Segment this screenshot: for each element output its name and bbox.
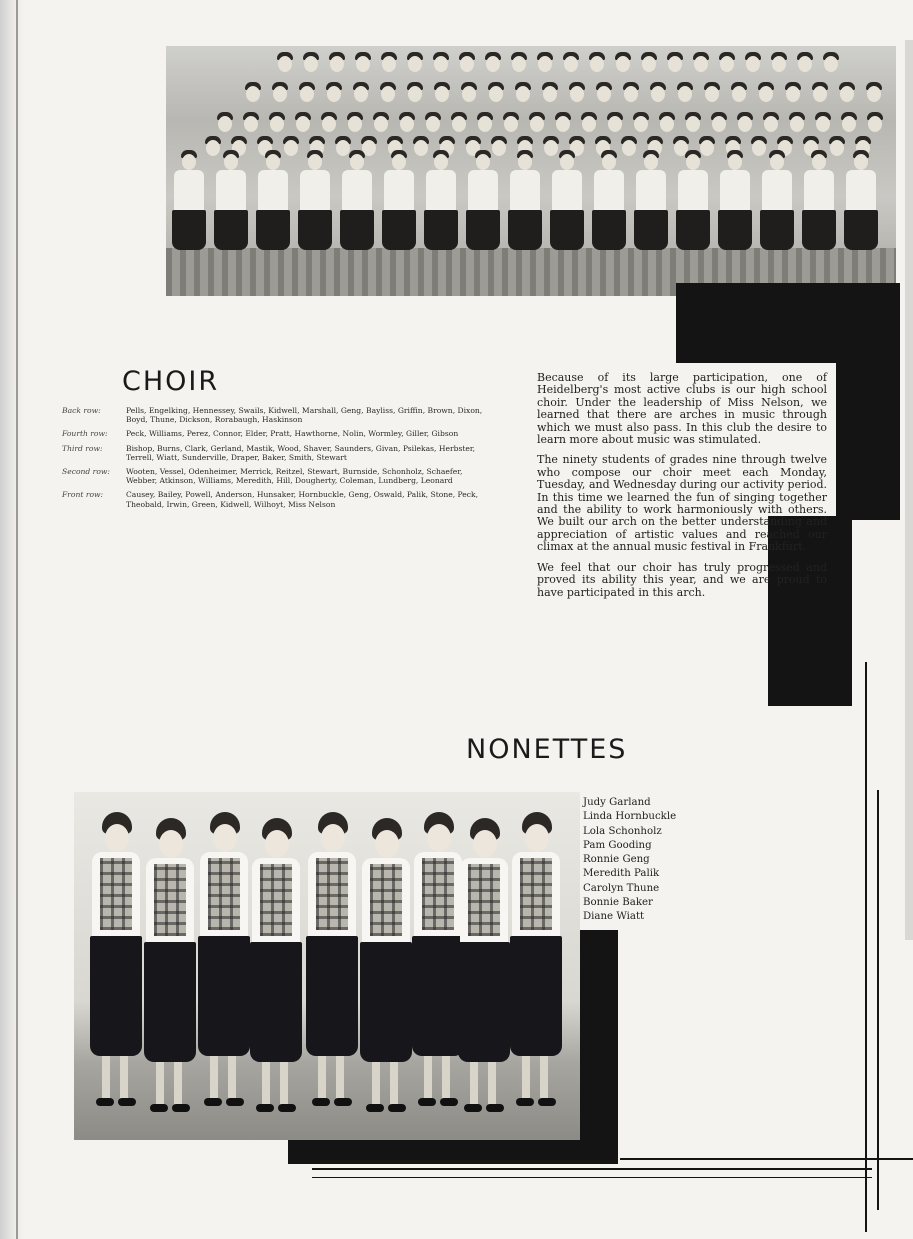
choir-member-face [759,86,773,102]
nonette-member-figure [506,812,562,1112]
choir-member-face [812,154,826,170]
choir-member-face [590,56,604,72]
figure-leg [102,1056,110,1100]
choir-member-face [330,56,344,72]
choir-member-face [408,56,422,72]
figure-shoe [172,1104,190,1112]
decorative-horizontal-rule [312,1177,872,1178]
choir-member-face [336,140,350,156]
choir-member-face [414,140,428,156]
choir-member-face [348,116,362,132]
figure-shoe [464,1104,482,1112]
figure-leg [442,1056,450,1100]
choir-member-face [492,140,506,156]
member-name: Diane Wiatt [583,911,645,923]
choir-member-face [642,56,656,72]
figure-leg [372,1062,380,1106]
choir-member-blouse [300,170,330,212]
choir-paragraph: The ninety students of grades nine through twelve who compose our choir meet each Monday, Tuesday, and Wednesday during our activity period. In this time we learned the fun of singing together and the ability to work harmoniously with others. We built our arch on the better understanding and appreciation of artistic values and reached our climax at the annual music festival in Frankfurt. [537,453,827,554]
member-name: Lola Schonholz [583,825,662,837]
choir-group-photo [166,46,896,296]
figure-face [159,830,183,858]
choir-member-face [182,154,196,170]
figure-skirt [144,942,196,1062]
choir-member-face [668,56,682,72]
choir-member-skirt [424,210,458,250]
figure-shoe [204,1098,222,1106]
choir-member-face [686,154,700,170]
nonettes-heading: NONETTES [466,734,628,765]
figure-shoe [226,1098,244,1106]
choir-description [537,372,827,607]
choir-member-face [634,116,648,132]
decorative-vertical-rule [865,662,867,1232]
choir-member-face [786,86,800,102]
choir-member-blouse [468,170,498,212]
choir-member-blouse [552,170,582,212]
nonette-member-figure [356,818,412,1118]
nonette-member-figure [454,818,510,1118]
choir-member-face [624,86,638,102]
page-binding-shadow [0,0,24,1239]
roster-row-label: Back row: [62,406,101,415]
choir-member-face [746,56,760,72]
decorative-horizontal-rule [620,1158,913,1160]
choir-member-face [816,116,830,132]
choir-member-face [516,86,530,102]
choir-member-face [798,56,812,72]
choir-member-blouse [804,170,834,212]
choir-member-face [651,86,665,102]
choir-member-face [382,56,396,72]
choir-member-face [266,154,280,170]
roster-row-names: Peck, Williams, Perez, Connor, Elder, Pratt, Hawthorne, Nolin, Wormley, Giller, Gibson [126,429,459,439]
figure-leg [228,1056,236,1100]
figure-skirt [90,936,142,1056]
choir-member-face [720,56,734,72]
choir-member-face [543,86,557,102]
choir-member-skirt [592,210,626,250]
choir-member-skirt [676,210,710,250]
choir-member-blouse [384,170,414,212]
figure-skirt [510,936,562,1056]
choir-member-skirt [802,210,836,250]
choir-member-skirt [466,210,500,250]
choir-member-blouse [720,170,750,212]
choir-member-face [327,86,341,102]
roster-row-fourth [62,429,492,438]
figure-plaid-vest [208,858,240,930]
roster-row-front [62,490,492,508]
figure-shoe [312,1098,330,1106]
figure-plaid-vest [260,864,292,936]
figure-plaid-vest [154,864,186,936]
choir-member-face [486,56,500,72]
member-name: Carolyn Thune [583,882,660,894]
figure-skirt [306,936,358,1056]
choir-member-blouse [846,170,876,212]
choir-member-face [512,56,526,72]
choir-member-face [867,86,881,102]
member-name: Bonnie Baker [583,897,653,909]
figure-leg [280,1062,288,1106]
choir-member-skirt [760,210,794,250]
choir-member-skirt [256,210,290,250]
choir-member-face [752,140,766,156]
nonettes-group-photo [74,792,580,1140]
choir-member-face [660,116,674,132]
member-name: Meredith Palik [583,868,660,880]
figure-face [473,830,497,858]
choir-member-blouse [762,170,792,212]
roster-row-names: Causey, Bailey, Powell, Anderson, Hunsaker, Hornbuckle, Geng, Oswald, Palik, Stone, Peck, Theobald, Irwin, Green, Kidwell, Wilhoyt, Miss Nelson [126,490,479,509]
figure-plaid-vest [100,858,132,930]
choir-member-face [602,154,616,170]
choir-member-blouse [426,170,456,212]
member-name: Ronnie Geng [583,854,650,866]
choir-member-face [224,154,238,170]
figure-face [105,824,129,852]
choir-member-blouse [594,170,624,212]
figure-leg [262,1062,270,1106]
choir-member-skirt [550,210,584,250]
choir-member-face [356,56,370,72]
choir-member-blouse [174,170,204,212]
figure-leg [156,1062,164,1106]
figure-face [265,830,289,858]
choir-member-face [705,86,719,102]
choir-paragraph: We feel that our choir has truly progressed and proved its ability this year, and we are proud to have participated in this arch. [537,560,827,599]
choir-member-face [597,86,611,102]
choir-member-face [426,116,440,132]
choir-member-skirt [214,210,248,250]
figure-plaid-vest [370,864,402,936]
choir-member-face [308,154,322,170]
figure-shoe [538,1098,556,1106]
choir-member-face [644,154,658,170]
nonette-member-figure [246,818,302,1118]
roster-row-names: Pells, Engelking, Hennessey, Swails, Kidwell, Marshall, Geng, Bayliss, Griffin, Brown, Dixon, Boyd, Thune, Dickson, Rorabaugh, Haskinson [126,406,483,425]
figure-leg [488,1062,496,1106]
choir-member-face [560,154,574,170]
choir-member-face [350,154,364,170]
choir-member-face [868,116,882,132]
decorative-black-block [676,283,900,363]
nonette-member-figure [194,812,250,1112]
choir-member-face [830,140,844,156]
choir-member-skirt [718,210,752,250]
figure-shoe [150,1104,168,1112]
figure-shoe [418,1098,436,1106]
figure-shoe [118,1098,136,1106]
choir-member-face [284,140,298,156]
choir-member-face [824,56,838,72]
choir-member-face [622,140,636,156]
figure-shoe [486,1104,504,1112]
choir-member-face [570,86,584,102]
figure-face [525,824,549,852]
choir-member-blouse [342,170,372,212]
figure-leg [120,1056,128,1100]
choir-member-face [278,56,292,72]
roster-row-label: Front row: [62,490,104,500]
choir-member-face [381,86,395,102]
figure-face [375,830,399,858]
choir-member-blouse [258,170,288,212]
choir-member-face [712,116,726,132]
choir-member-face [296,116,310,132]
choir-member-face [694,56,708,72]
figure-leg [470,1062,478,1106]
choir-member-face [564,56,578,72]
choir-member-face [842,116,856,132]
figure-plaid-vest [468,864,500,936]
choir-member-face [434,56,448,72]
figure-plaid-vest [422,858,454,930]
roster-row-names: Wooten, Vessel, Odenheimer, Merrick, Reitzel, Stewart, Burnside, Schonholz, Schaefer, Webber, Atkinson, Williams, Meredith, Hill, Dougherty, Coleman, Lundberg, Leonard [126,467,463,486]
choir-member-face [478,116,492,132]
roster-row-names: Bishop, Burns, Clark, Gerland, Mastik, Wood, Shaver, Saunders, Givan, Psilekas, Herbster, Terrell, Wiatt, Sunderville, Draper, Baker, Smith, Stewart [126,443,476,462]
choir-member-face [538,56,552,72]
figure-shoe [256,1104,274,1112]
choir-member-face [489,86,503,102]
choir-member-skirt [508,210,542,250]
choir-heading: CHOIR [122,366,220,397]
roster-row-label: Fourth row: [62,429,108,439]
figure-leg [522,1056,530,1100]
choir-member-face [813,86,827,102]
choir-member-face [840,86,854,102]
figure-shoe [516,1098,534,1106]
choir-member-face [854,154,868,170]
choir-member-blouse [678,170,708,212]
choir-member-skirt [340,210,374,250]
choir-member-face [476,154,490,170]
choir-member-blouse [216,170,246,212]
choir-member-face [244,116,258,132]
choir-member-face [246,86,260,102]
choir-member-face [392,154,406,170]
roster-row-third [62,444,492,462]
choir-member-face [408,86,422,102]
choir-member-skirt [172,210,206,250]
decorative-vertical-rule [877,790,879,1210]
nonette-member-figure [86,812,142,1112]
choir-member-face [218,116,232,132]
roster-row-label: Third row: [62,443,103,453]
nonettes-member-list [583,796,676,925]
figure-leg [174,1062,182,1106]
choir-member-face [544,140,558,156]
figure-shoe [334,1098,352,1106]
figure-leg [390,1062,398,1106]
figure-shoe [278,1104,296,1112]
choir-member-face [435,86,449,102]
choir-member-face [304,56,318,72]
figure-shoe [96,1098,114,1106]
choir-member-face [582,116,596,132]
choir-member-face [300,86,314,102]
choir-member-face [732,86,746,102]
choir-member-face [738,116,752,132]
choir-member-face [354,86,368,102]
choir-member-face [434,154,448,170]
member-name: Linda Hornbuckle [583,811,677,823]
choir-member-face [374,116,388,132]
figure-skirt [198,936,250,1056]
figure-leg [540,1056,548,1100]
choir-member-face [530,116,544,132]
choir-roster [62,406,492,514]
choir-member-face [728,154,742,170]
choir-member-face [678,86,692,102]
choir-member-skirt [382,210,416,250]
figure-shoe [366,1104,384,1112]
member-name: Judy Garland [583,797,651,808]
choir-member-blouse [510,170,540,212]
choir-member-face [504,116,518,132]
choir-member-skirt [634,210,668,250]
figure-face [213,824,237,852]
decorative-black-block [576,930,618,1160]
choir-member-face [462,86,476,102]
figure-skirt [458,942,510,1062]
page-binding-line [16,0,18,1239]
roster-row-second [62,467,492,485]
figure-plaid-vest [520,858,552,930]
choir-member-face [518,154,532,170]
figure-skirt [360,942,412,1062]
decorative-black-block [836,360,900,520]
choir-member-face [452,116,466,132]
figure-skirt [250,942,302,1062]
choir-member-face [270,116,284,132]
choir-member-blouse [636,170,666,212]
decorative-horizontal-rule [312,1168,872,1170]
choir-member-face [772,56,786,72]
nonette-member-figure [140,818,196,1118]
choir-member-face [686,116,700,132]
choir-member-face [322,116,336,132]
choir-member-face [790,116,804,132]
nonette-member-figure [302,812,358,1112]
choir-member-face [460,56,474,72]
choir-member-face [700,140,714,156]
choir-member-face [770,154,784,170]
choir-paragraph: Because of its large participation, one of Heidelberg's most active clubs is our high school choir. Under the leadership of Miss Nelson, we learned that there are arches in music through which we must also pass. In this club the desire to learn more about music was stimulated. [537,371,827,447]
choir-member-face [556,116,570,132]
figure-leg [210,1056,218,1100]
choir-member-face [273,86,287,102]
choir-member-face [608,116,622,132]
figure-plaid-vest [316,858,348,930]
choir-member-skirt [298,210,332,250]
page-edge-shadow [905,40,913,940]
choir-member-face [400,116,414,132]
choir-member-face [206,140,220,156]
figure-face [321,824,345,852]
choir-member-skirt [844,210,878,250]
figure-face [427,824,451,852]
member-name: Pam Gooding [583,839,652,851]
figure-leg [318,1056,326,1100]
figure-leg [336,1056,344,1100]
roster-row-label: Second row: [62,467,110,477]
choir-member-face [616,56,630,72]
choir-member-face [764,116,778,132]
figure-leg [424,1056,432,1100]
figure-shoe [388,1104,406,1112]
roster-row-back [62,406,492,424]
